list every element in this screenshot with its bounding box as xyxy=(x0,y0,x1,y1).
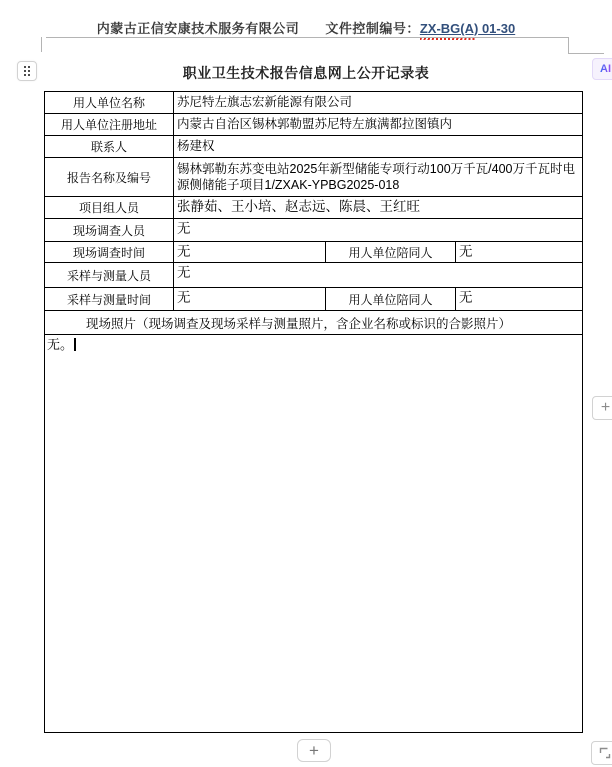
table-row xyxy=(45,242,582,263)
field-label-site-survey-time[interactable]: 现场调查时间 xyxy=(45,242,174,262)
corner-brackets-icon xyxy=(598,746,612,760)
control-number-code-suffix: 01-30 xyxy=(478,21,516,36)
table-row xyxy=(45,288,582,311)
table-row xyxy=(45,158,582,197)
field-label-employer-escort-2[interactable]: 用人单位陪同人 xyxy=(326,288,456,310)
field-label-registered-address[interactable]: 用人单位注册地址 xyxy=(45,114,174,135)
header-boundary-tick-right xyxy=(568,37,569,54)
ai-icon: AI xyxy=(600,63,611,75)
field-value-sampling-staff[interactable]: 无 xyxy=(177,265,191,280)
table-row xyxy=(45,136,582,158)
field-label-sampling-time[interactable]: 采样与测量时间 xyxy=(45,288,174,310)
text-cursor xyxy=(74,338,76,351)
field-label-employer-name[interactable]: 用人单位名称 xyxy=(45,92,174,113)
table-row xyxy=(45,263,582,288)
field-value-sampling-time[interactable]: 无 xyxy=(174,288,326,310)
field-label-sampling-staff[interactable]: 采样与测量人员 xyxy=(45,263,174,287)
insert-row-button[interactable] xyxy=(297,739,331,762)
fit-page-button[interactable] xyxy=(591,741,612,765)
insert-column-button[interactable] xyxy=(592,396,612,420)
field-label-report-name-number[interactable]: 报告名称及编号 xyxy=(45,158,174,196)
field-value-report-name-number[interactable]: 锡林郭勒东苏变电站2025年新型储能专项行动100万千瓦/400万千瓦时电源侧储能子项目1/ZXAK-YPBG2025-018 xyxy=(177,162,575,192)
field-value-employer-escort-1[interactable]: 无 xyxy=(459,244,473,259)
field-value-employer-name[interactable]: 苏尼特左旗志宏新能源有限公司 xyxy=(177,95,353,109)
control-number-code: ZX-BG(A) xyxy=(419,21,479,36)
plus-icon: + xyxy=(309,740,319,760)
field-value-contact-person[interactable]: 杨建权 xyxy=(177,139,215,153)
header-boundary-step-right xyxy=(568,53,604,54)
photo-content-text: 无。 xyxy=(47,337,74,352)
field-label-project-team[interactable]: 项目组人员 xyxy=(45,197,174,218)
company-name: 内蒙古正信安康技术服务有限公司 xyxy=(96,21,300,36)
field-value-employer-escort-2[interactable]: 无 xyxy=(459,290,473,305)
table-row xyxy=(45,197,582,219)
table-row xyxy=(45,114,582,136)
header-boundary-rule xyxy=(46,37,568,38)
photo-section-body[interactable] xyxy=(45,335,582,732)
photo-section-header[interactable]: 现场照片（现场调查及现场采样与测量照片，含企业名称或标识的合影照片） xyxy=(45,311,582,335)
field-value-site-survey-time[interactable]: 无 xyxy=(174,242,326,262)
table-row xyxy=(45,92,582,114)
control-number-label: 文件控制编号： xyxy=(325,21,420,36)
field-value-registered-address[interactable]: 内蒙古自治区锡林郭勒盟苏尼特左旗满都拉图镇内 xyxy=(177,117,453,131)
field-value-site-survey-staff[interactable]: 无 xyxy=(177,221,191,236)
document-title: 职业卫生技术报告信息网上公开记录表 xyxy=(182,65,430,81)
page-header xyxy=(0,18,612,37)
field-label-site-survey-staff[interactable]: 现场调查人员 xyxy=(45,219,174,241)
field-value-project-team[interactable]: 张静茹、王小培、赵志远、陈晨、王红旺 xyxy=(177,199,420,214)
table-row xyxy=(45,219,582,242)
header-boundary-tick-left xyxy=(41,37,42,52)
field-label-employer-escort-1[interactable]: 用人单位陪同人 xyxy=(326,242,456,262)
record-form-table xyxy=(44,91,583,733)
plus-icon: + xyxy=(600,399,611,416)
field-label-contact-person[interactable]: 联系人 xyxy=(45,136,174,157)
